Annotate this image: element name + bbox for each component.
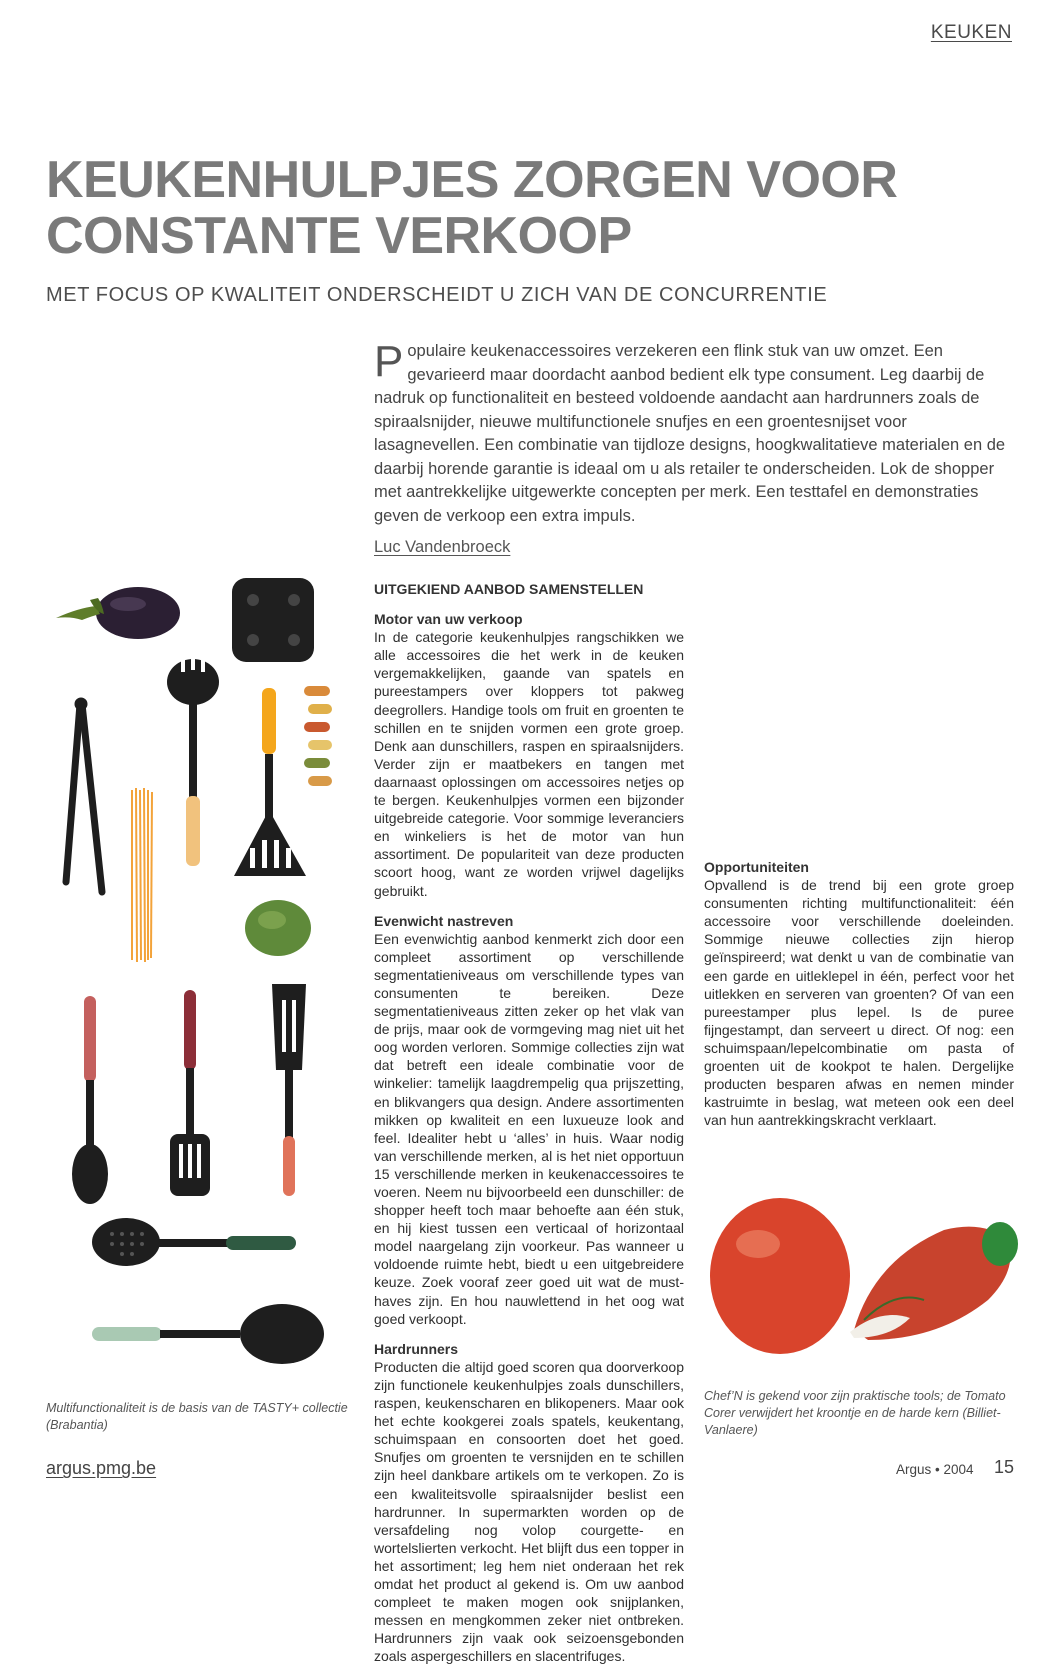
spaghetti-spoon-image <box>167 658 219 866</box>
subheadline: MET FOCUS OP KWALITEIT ONDERSCHEIDT U ZICH VAN DE CONCURRENTIE <box>46 284 828 306</box>
subheading-evenwicht: Evenwicht nastreven <box>374 912 514 929</box>
section-heading: UITGEKIEND AANBOD SAMENSTELLEN <box>374 581 644 597</box>
magazine-issue: Argus • 2004 <box>896 1462 974 1477</box>
intro-paragraph <box>374 337 1014 528</box>
utensils-photo <box>46 570 346 1395</box>
skimmer-image <box>92 1218 296 1266</box>
spaghetti-image <box>132 788 152 962</box>
section-tag: KEUKEN <box>930 22 1012 43</box>
drop-cap: P <box>374 337 404 386</box>
zucchini-image <box>245 900 311 956</box>
tomato-corer-photo <box>704 1180 1034 1380</box>
potato-masher-image <box>234 688 306 876</box>
headline <box>46 152 1006 264</box>
headline-line-1: KEUKENHULPJES ZORGEN VOOR <box>46 151 898 209</box>
kitchen-tongs-image <box>66 698 102 892</box>
pasta-fusilli-image <box>304 686 332 786</box>
slotted-turner-image <box>170 990 210 1196</box>
subheading-motor: Motor van uw verkoop <box>374 611 523 628</box>
paragraph-hardrunners: Producten die altijd goed scoren qua doorverkoop zijn functionele keukenhulpjes zoals dunschillers, raspen, keukenscharen en blikopeners. Maar ook het echte kookgerei zoals spatels, keukentang, schuimspaan en consoorten doet het goed. Snufjes om groenten te versnijden en te schillen zijn heel dankbare artikels om te verkopen. Zo is een kwaliteitsvolle spiraalsnijder beslist een hardrunner. In supermarkten worden op de versafdeling nog volop courgette- en wortelslierten verkocht. Het blijft dus een topper in het assortiment; leg hem niet onderaan het rek omdat het product al gekend is. Om uw aanbod compleet te maken mogen ook snijplanken, messen en mengkommen zeker niet ontbreken. Hardrunners zijn vaak ook seizoensgebonden zoals aspergeschillers en slacentrifuges. <box>374 1358 684 1665</box>
footer-url-link[interactable]: argus.pmg.be <box>46 1458 157 1478</box>
paragraph-motor: In de categorie keukenhulpjes rangschikken we alle accessoires die het werk in de keuken vergemakkelijken, gaande van spatels en pureestampers over kloppers tot pakweg deegrollers. Handige tools om fruit en groenten te schillen en te snijden vormen een grote groep. Denk aan dunschillers, raspen en spiraalsnijders. Verder zijn er maatbekers en tangen met daarnaast oplossingen om accessoires netjes op te bergen. Keukenhulpjes vormen een bijzonder uitgebreide categorie. Voor sommige leveranciers en winkeliers is het de motor van hun assortiment. De populariteit van deze producten scoort hoog, want ze worden vrijwel dagelijks gebruikt. <box>374 629 684 899</box>
author-byline: Luc Vandenbroeck <box>374 538 511 556</box>
intro-text: opulaire keukenaccessoires verzekeren een flink stuk van uw omzet. Een gevarieerd maar doordacht aanbod bedient elk type consument. Leg daarbij de nadruk op functionaliteit en besteed voldoende aandacht aan hardrunners zoals de spiraalsnijder, nieuwe multifunctionele snufjes en een groentesnijset voor lasagnevellen. Een combinatie van tijdloze designs, hoogkwalitatieve materialen en de daarbij horende garantie is ideaal om u als retailer te onderscheiden. Lok de shopper met aantrekkelijke uitgewerkte concepten per merk. Een testtafel en demonstraties geven de verkoop een extra impuls. <box>374 342 1006 525</box>
hardrunners-continued-spacer <box>704 580 1014 858</box>
subheading-opportuniteiten: Opportuniteiten <box>704 859 809 875</box>
subheading-hardrunners: Hardrunners <box>374 1340 459 1357</box>
headline-line-2: CONSTANTE VERKOOP <box>46 207 632 265</box>
eggplant-image <box>56 587 180 639</box>
paragraph-opportuniteiten: Opvallend is de trend bij een grote groep consumenten richting multifunctionaliteit: één accessoire voor verschillende doeleinden. Sommige nieuwe collecties zijn hierop geïnspireerd; wat denkt u van de combinatie van een garde en uitleklepel in één, perfect voor het uitlekken en serveren van groenten? Of van een pureestamper plus lepel. Is de puree fijngestampt, dan serveert u direct. Of nog: een schuimspaan/lepelcombinatie om pasta of groenten uit de kookpot te halen. Dergelijke producten besparen afwas en nemen minder kastruimte in beslag, wat meteen ook een deel van hun aantrekkingskracht verklaart. <box>704 877 1014 1129</box>
serving-spoon-image <box>72 996 108 1204</box>
paragraph-evenwicht: Een evenwichtig aanbod kenmerkt zich door een compleet assortiment op verschillende segmentatieniveaus om verschillende types van consumenten te bereiken. Deze segmentatieniveaus zitten zeker op het vlak van de prijs, maar ook de vormgeving mag niet uit het oog worden verloren. Sommige collecties zijn wat dat betreft een ideale combinatie voor de winkelier: tamelijk laagdrempelig qua prijszetting, en blikvangers qua design. Andere assortimenten mikken op kwaliteit en een luxueuze look and feel. Idealiter hebt u ‘alles’ in huis. Waar nodig van verschillende merken, al is het niet opportuun 15 verschillende merken in keukenaccessoires te voeren. Neem nu bijvoorbeeld een dunschiller: de shopper heeft toch maar behoefte aan één stuk, en hij kiest tussen een verticaal of horizontaal model naargelang zijn voorkeur. Pas wanneer u voldoende ruimte hebt, biedt u een uitgebreidere keuze. Zoek vooraf zeer goed uit wat de must-haves zijn. En hou nauwlettend in het oog wat goed verkoopt. <box>374 930 684 1327</box>
page-number: 15 <box>994 1457 1015 1477</box>
caption-right: Chef’N is gekend voor zijn praktische tools; de Tomato Corer verwijdert het kroontje en de harde kern (Billiet-Vanlaere) <box>704 1389 1006 1437</box>
article-column-2 <box>704 580 1014 1129</box>
tomato-image <box>710 1198 850 1354</box>
spatula-image <box>272 984 306 1196</box>
ladle-image <box>92 1304 324 1364</box>
utensil-holder-image <box>232 578 314 662</box>
article-column-1 <box>374 580 684 1665</box>
tomato-corer-image <box>850 1222 1018 1340</box>
caption-left: Multifunctionaliteit is de basis van de TASTY+ collectie (Brabantia) <box>46 1401 348 1432</box>
